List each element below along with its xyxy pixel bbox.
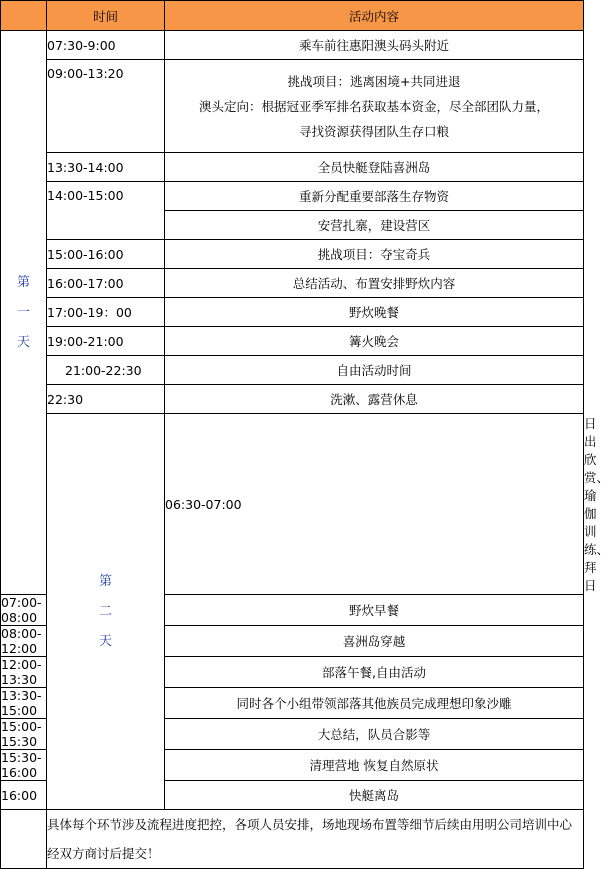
header-row <box>1 1 584 31</box>
activity-cell: 全员快艇登陆喜洲岛 <box>165 153 584 182</box>
activity-cell: 同时各个小组带领部落其他族员完成理想印象沙雕 <box>165 688 584 719</box>
time-cell: 19:00-21:00 <box>47 327 165 356</box>
activity-cell: 快艇离岛 <box>165 781 584 810</box>
activity-cell: 重新分配重要部落生存物资 <box>165 182 584 211</box>
time-cell: 07:30-9:00 <box>47 31 165 60</box>
time-cell: 07:00-08:00 <box>1 595 47 626</box>
schedule-row <box>1 60 584 153</box>
schedule-row <box>1 182 584 211</box>
activity-cell: 洗漱、露营休息 <box>165 385 584 414</box>
time-cell: 21:00-22:30 <box>47 356 165 385</box>
activity-cell <box>165 60 584 153</box>
time-cell: 13:30-15:00 <box>1 688 47 719</box>
schedule-row <box>1 153 584 182</box>
day-label-char: 第 <box>98 573 112 589</box>
day-label-char: 一 <box>16 304 30 320</box>
time-cell: 22:30 <box>47 385 165 414</box>
time-cell: 15:30-16:00 <box>1 750 47 781</box>
time-cell: 15:00-15:30 <box>1 719 47 750</box>
time-cell: 17:00-19：00 <box>47 298 165 327</box>
activity-line: 挑战项目：逃离困境+共同进退 <box>287 73 461 89</box>
day-label-day2 <box>47 414 165 810</box>
activity-cell: 安营扎寨，建设营区 <box>165 211 584 240</box>
schedule-row: 第 二 天 06:30-07:00 日出欣赏、瑜伽训练、拜日 <box>1 414 584 595</box>
time-cell: 12:00-13:30 <box>1 657 47 688</box>
footer-blank-cell <box>1 810 47 869</box>
header-time: 时间 <box>47 1 165 31</box>
activity-cell: 野炊早餐 <box>165 595 584 626</box>
activity-cell: 挑战项目：夺宝奇兵 <box>165 240 584 269</box>
time-cell: 16:00 <box>1 781 47 810</box>
schedule-row <box>1 269 584 298</box>
schedule-row <box>1 356 584 385</box>
day-label-char: 二 <box>98 603 112 619</box>
header-corner-cell <box>1 1 47 31</box>
header-activity: 活动内容 <box>165 1 584 31</box>
day-label-day1 <box>1 31 47 595</box>
day-label-char: 天 <box>98 633 112 649</box>
time-cell: 13:30-14:00 <box>47 153 165 182</box>
activity-cell: 乘车前往惠阳澳头码头附近 <box>165 31 584 60</box>
time-cell: 06:30-07:00 <box>165 414 584 595</box>
footer-note: 具体每个环节涉及流程进度把控，各项人员安排，场地现场布置等细节后续由用明公司培训中心经双方商讨后提交！ <box>47 810 584 869</box>
activity-cell: 篝火晚会 <box>165 327 584 356</box>
schedule-row <box>1 385 584 414</box>
activity-cell: 清理营地 恢复自然原状 <box>165 750 584 781</box>
schedule-row <box>1 298 584 327</box>
activity-cell: 大总结，队员合影等 <box>165 719 584 750</box>
schedule-row <box>1 327 584 356</box>
day-label-char: 天 <box>16 334 30 350</box>
footer-row <box>1 810 584 869</box>
time-cell: 09:00-13:20 <box>47 60 165 153</box>
schedule-row <box>1 240 584 269</box>
activity-cell: 部落午餐,自由活动 <box>165 657 584 688</box>
time-cell: 14:00-15:00 <box>47 182 165 240</box>
activity-line: 澳头定向：根据冠亚季军排名获取基本资金，尽全部团队力量， <box>198 98 549 114</box>
day-label-char: 第 <box>16 274 30 290</box>
schedule-row <box>1 31 584 60</box>
activity-cell: 总结活动、布置安排野炊内容 <box>165 269 584 298</box>
activity-cell: 喜洲岛穿越 <box>165 626 584 657</box>
activity-cell: 自由活动时间 <box>165 356 584 385</box>
time-cell: 08:00-12:00 <box>1 626 47 657</box>
activity-line: 寻找资源获得团队生存口粮 <box>298 123 449 139</box>
activity-cell: 野炊晚餐 <box>165 298 584 327</box>
time-cell: 16:00-17:00 <box>47 269 165 298</box>
time-cell: 15:00-16:00 <box>47 240 165 269</box>
